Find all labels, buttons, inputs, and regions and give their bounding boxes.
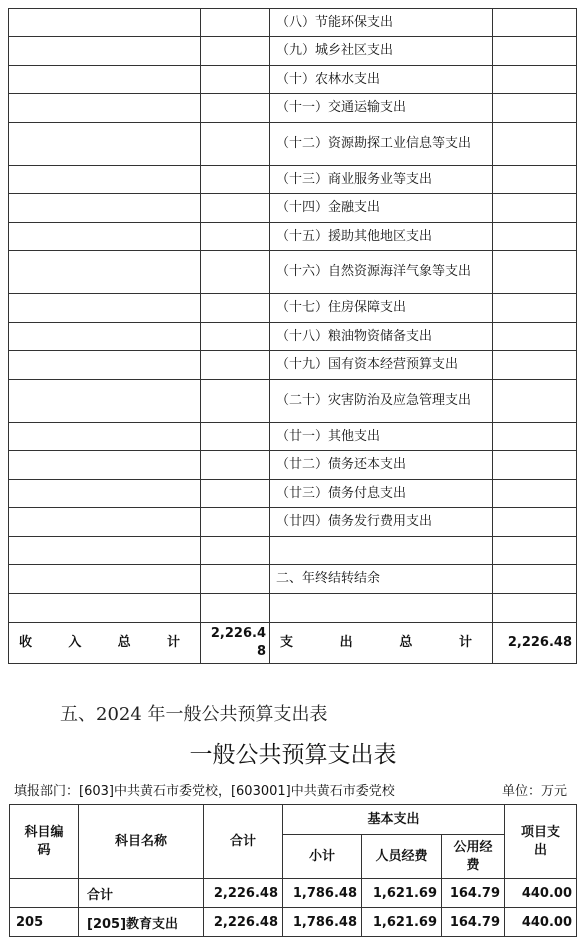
- expense-item: [270, 594, 493, 623]
- expense-item: （二十）灾害防治及应急管理支出: [270, 380, 493, 423]
- row-personnel: 1,621.69: [362, 908, 442, 937]
- expense-item: （十一）交通运输支出: [270, 94, 493, 123]
- table-row: [9, 166, 577, 194]
- expense-item: （十六）自然资源海洋气象等支出: [270, 251, 493, 294]
- table-row: [9, 9, 577, 37]
- row-project: 440.00: [505, 908, 577, 937]
- income-expense-summary-table: [8, 8, 577, 664]
- table-row: [9, 451, 577, 480]
- expense-item: （十五）援助其他地区支出: [270, 223, 493, 251]
- row-code: [10, 879, 79, 908]
- expense-item: （十七）住房保障支出: [270, 294, 493, 323]
- header-code: 科目编码: [10, 805, 79, 879]
- budget-expenditure-table: [9, 804, 577, 937]
- table-row: [9, 508, 577, 537]
- row-name: [205]教育支出: [79, 908, 204, 937]
- expense-total-label: 支 出 总 计: [270, 623, 493, 664]
- row-total: 2,226.48: [204, 879, 283, 908]
- table-row: [9, 351, 577, 380]
- row-project: 440.00: [505, 879, 577, 908]
- table-row: [9, 380, 577, 423]
- expense-item: （廿二）债务还本支出: [270, 451, 493, 480]
- row-subtotal: 1,786.48: [283, 908, 362, 937]
- header-basic: 基本支出: [283, 805, 505, 835]
- expense-item: （廿四）债务发行费用支出: [270, 508, 493, 537]
- row-public: 164.79: [442, 879, 505, 908]
- income-total-label: 收 入 总 计: [9, 623, 201, 664]
- row-name: 合计: [79, 879, 204, 908]
- reporting-department: 填报部门：[603]中共黄石市委党校，[603001]中共黄石市委党校: [14, 784, 395, 799]
- total-row: [9, 623, 577, 664]
- expense-item: （十二）资源勘探工业信息等支出: [270, 123, 493, 166]
- expense-item: （十）农林水支出: [270, 66, 493, 94]
- table-row: [9, 294, 577, 323]
- table-row: [10, 879, 577, 908]
- header-personnel: 人员经费: [362, 835, 442, 879]
- table-title: 一般公共预算支出表: [189, 742, 397, 768]
- expense-total-value: 2,226.48: [493, 623, 577, 664]
- table-row: [9, 537, 577, 565]
- unit-label: 单位：万元: [501, 784, 567, 799]
- row-total: 2,226.48: [204, 908, 283, 937]
- expense-item: [270, 537, 493, 565]
- table-row: [9, 94, 577, 123]
- expense-item: （十八）粮油物资储备支出: [270, 323, 493, 351]
- table-row: [9, 323, 577, 351]
- section-title: 五、2024 年一般公共预算支出表: [60, 704, 328, 725]
- row-public: 164.79: [442, 908, 505, 937]
- table-row: [10, 908, 577, 937]
- header-name: 科目名称: [79, 805, 204, 879]
- expense-item: （八）节能环保支出: [270, 9, 493, 37]
- expense-item: （廿三）债务付息支出: [270, 480, 493, 508]
- expense-item: 二、年终结转结余: [270, 565, 493, 594]
- table-row: [9, 251, 577, 294]
- header-public: 公用经费: [442, 835, 505, 879]
- expense-item: （十三）商业服务业等支出: [270, 166, 493, 194]
- table-row: [9, 123, 577, 166]
- table-row: [9, 194, 577, 223]
- expense-item: （十四）金融支出: [270, 194, 493, 223]
- table-row: [9, 423, 577, 451]
- row-subtotal: 1,786.48: [283, 879, 362, 908]
- income-total-value: 2,226.48: [201, 623, 270, 664]
- header-subtotal: 小计: [283, 835, 362, 879]
- table-row: [9, 594, 577, 623]
- expense-item: （廿一）其他支出: [270, 423, 493, 451]
- table-row: [9, 223, 577, 251]
- table-row: [9, 37, 577, 66]
- row-personnel: 1,621.69: [362, 879, 442, 908]
- expense-item: （九）城乡社区支出: [270, 37, 493, 66]
- header-total: 合计: [204, 805, 283, 879]
- table-row: [9, 66, 577, 94]
- table-row: [9, 480, 577, 508]
- header-project: 项目支出: [505, 805, 577, 879]
- row-code: 205: [10, 908, 79, 937]
- expense-item: （十九）国有资本经营预算支出: [270, 351, 493, 380]
- table-row: [9, 565, 577, 594]
